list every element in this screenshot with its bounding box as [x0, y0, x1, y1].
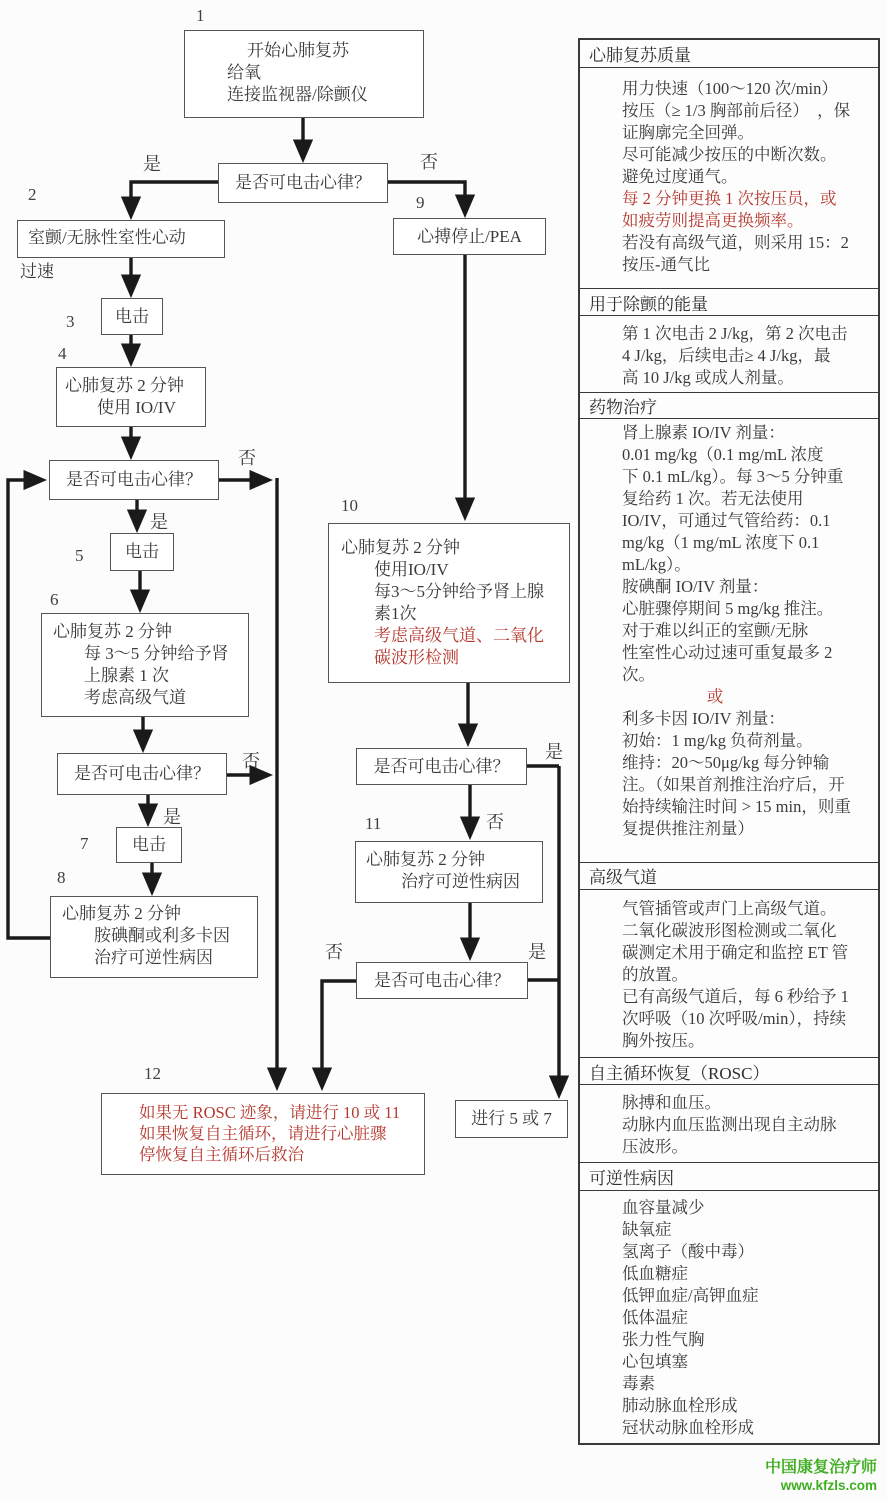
panel-line: 每 2 分钟更换 1 次按压员，或 — [622, 188, 837, 208]
text-line: 心肺复苏 2 分钟 — [65, 376, 184, 395]
step-number-7: 7 — [80, 834, 89, 853]
decision-shockable-5: 是否可电击心律？ — [356, 962, 528, 999]
branch-label-yes: 是 — [143, 154, 161, 174]
panel-section-advanced-airway — [580, 890, 878, 1058]
branch-label-no: 否 — [325, 942, 343, 962]
step-number-4: 4 — [58, 344, 67, 363]
panel-line: 利多卡因 IO/IV 剂量： — [622, 709, 785, 728]
panel-line: 已有高级气道后，每 6 秒给予 1 — [622, 986, 849, 1006]
step-number-8: 8 — [57, 868, 66, 887]
step-number-11: 11 — [365, 814, 382, 833]
panel-line: 性室性心动过速可重复最多 2 — [622, 643, 833, 662]
text-line: 室颤/无脉性室性心动 — [28, 228, 186, 247]
panel-line: 若没有高级气道，则采用 15：2 — [622, 232, 849, 252]
branch-label-yes: 是 — [528, 942, 546, 962]
watermark-site-url: www.kfzls.com — [780, 1478, 877, 1493]
flow-box-cpr-2min-4 — [56, 367, 206, 427]
text-line: 开始心肺复苏 — [247, 41, 349, 60]
text-line: 心肺复苏 2 分钟 — [53, 622, 172, 641]
branch-label-no: 否 — [420, 152, 438, 172]
flow-box-rosc-outcome — [101, 1093, 425, 1175]
step-number-10: 10 — [341, 496, 358, 515]
panel-line: 脉搏和血压。 — [622, 1093, 721, 1113]
step-number-9: 9 — [416, 193, 425, 212]
flow-box-start-cpr — [184, 30, 424, 118]
text-line: 考虑高级气道 — [84, 688, 186, 707]
panel-line: IO/IV，可通过气管给药：0.1 — [622, 511, 831, 530]
panel-line: 毒素 — [622, 1373, 655, 1393]
text-line: 如果无 ROSC 迹象，请进行 10 或 11 — [139, 1103, 401, 1122]
text-line: 碳波形检测 — [374, 648, 459, 667]
text-line: 心肺复苏 2 分钟 — [341, 538, 460, 557]
connector-d1-no — [388, 182, 465, 213]
panel-line: 按压-通气比 — [622, 254, 710, 274]
text-line: 每3～5分钟给予肾上腺 — [374, 582, 544, 601]
panel-line: 低钾血症/高钾血症 — [622, 1285, 759, 1305]
watermark — [765, 1458, 877, 1494]
panel-line: 证胸廓完全回弹。 — [622, 122, 754, 142]
step-number-2: 2 — [28, 185, 37, 204]
panel-line: 第 1 次电击 2 J/kg，第 2 次电击 — [622, 324, 848, 344]
panel-section-title: 自主循环恢复（ROSC） — [580, 1057, 878, 1085]
text-line: 给氧 — [227, 63, 261, 82]
panel-line: 4 J/kg，后续电击≥ 4 J/kg，最 — [622, 346, 831, 366]
branch-label-yes: 是 — [150, 512, 168, 532]
panel-line: 按压（≥ 1/3 胸部前后径） ，保 — [622, 100, 851, 120]
panel-line: 缺氧症 — [622, 1219, 672, 1239]
flow-box-go-to-5-or-7: 进行 5 或 7 — [455, 1100, 568, 1138]
flow-box-cpr-2min-8 — [50, 896, 258, 978]
text-line: 使用IO/IV — [374, 560, 449, 579]
panel-line: 张力性气胸 — [622, 1329, 705, 1349]
branch-label-no: 否 — [486, 812, 504, 832]
flow-box-vf-pvt — [17, 220, 225, 258]
decision-shockable-1: 是否可电击心律？ — [218, 163, 388, 203]
text-line: 素1次 — [374, 604, 417, 623]
panel-line: 心包填塞 — [622, 1351, 688, 1371]
panel-line: 避免过度通气。 — [622, 166, 738, 186]
panel-line: 注。（如果首剂推注治疗后，开 — [622, 775, 845, 794]
panel-line: 低血糖症 — [622, 1263, 688, 1283]
text-line: 连接监视器/除颤仪 — [227, 85, 368, 104]
panel-line: 气管插管或声门上高级气道。 — [622, 898, 837, 918]
panel-line: mL/kg）。 — [622, 555, 691, 574]
panel-line: 对于难以纠正的室颤/无脉 — [622, 621, 809, 640]
text-line: 停恢复自主循环后救治 — [139, 1145, 304, 1164]
connector-d1-yes — [131, 182, 218, 215]
panel-line: 动脉内血压监测出现自主动脉 — [622, 1115, 837, 1135]
text-line: 心肺复苏 2 分钟 — [366, 850, 485, 869]
flow-box-shock-5: 电击 — [110, 533, 174, 571]
panel-line: 次呼吸（10 次呼吸/min），持续 — [622, 1008, 847, 1028]
panel-section-title: 用于除颤的能量 — [580, 288, 878, 316]
step-number-6: 6 — [50, 590, 59, 609]
flow-box-shock-7: 电击 — [116, 827, 182, 863]
panel-line: 初始：1 mg/kg 负荷剂量。 — [622, 731, 813, 750]
panel-section-reversible-causes — [580, 1191, 878, 1443]
branch-label-no: 否 — [242, 751, 260, 771]
panel-line: 始持续输注时间 > 15 min，则重 — [622, 797, 851, 816]
panel-line: 胸外按压。 — [622, 1030, 705, 1050]
panel-line: 碳测定术用于确定和监控 ET 管 — [622, 942, 849, 962]
panel-line: 用力快速（100～120 次/min） — [622, 78, 838, 98]
panel-section-title: 可逆性病因 — [580, 1162, 878, 1191]
branch-label-no: 否 — [238, 448, 256, 468]
panel-line: 低体温症 — [622, 1307, 688, 1327]
reference-panel — [578, 38, 880, 1445]
flow-box-cpr-2min-11 — [355, 841, 543, 903]
panel-line-or: 或 — [706, 687, 724, 706]
panel-line: 复给药 1 次。若无法使用 — [622, 489, 804, 508]
panel-section-rosc — [580, 1085, 878, 1162]
watermark-site-name: 中国康复治疗师 — [764, 1459, 877, 1476]
panel-section-title: 心肺复苏质量 — [580, 40, 878, 68]
panel-section-cpr-quality — [580, 68, 878, 288]
panel-line: 0.01 mg/kg（0.1 mg/mL 浓度 — [622, 445, 824, 464]
flow-box-cpr-2min-10 — [328, 523, 570, 683]
panel-line: 压波形。 — [622, 1137, 688, 1157]
panel-line: 复提供推注剂量） — [622, 819, 754, 838]
step-number-1: 1 — [196, 6, 205, 25]
panel-line: 氢离子（酸中毒） — [622, 1241, 754, 1261]
panel-line: 高 10 J/kg 或成人剂量。 — [622, 368, 794, 388]
step-number-3: 3 — [66, 312, 75, 331]
flow-box-shock-3: 电击 — [101, 298, 163, 335]
decision-shockable-3: 是否可电击心律？ — [57, 753, 227, 795]
flow-box-vf-pvt-overflow: 过速 — [20, 262, 54, 281]
text-line: 心肺复苏 2 分钟 — [62, 904, 181, 923]
text-line: 考虑高级气道、二氧化 — [374, 626, 544, 645]
text-line: 上腺素 1 次 — [84, 666, 169, 685]
panel-line: 肺动脉血栓形成 — [622, 1395, 738, 1415]
panel-line: 心脏骤停期间 5 mg/kg 推注。 — [622, 599, 834, 618]
flow-box-asystole-pea: 心搏停止/PEA — [393, 218, 546, 255]
flow-box-cpr-2min-6 — [41, 613, 249, 717]
connector-d5-no-b12 — [322, 981, 356, 1086]
panel-line: 血容量减少 — [622, 1197, 705, 1217]
panel-line: 的放置。 — [622, 964, 688, 984]
step-number-5: 5 — [75, 546, 84, 565]
panel-section-title: 药物治疗 — [580, 392, 878, 419]
panel-section-title: 高级气道 — [580, 862, 878, 890]
panel-line: 胺碘酮 IO/IV 剂量： — [622, 577, 769, 596]
decision-shockable-2: 是否可电击心律？ — [49, 460, 219, 500]
panel-line: 二氧化碳波形图检测或二氧化 — [622, 920, 837, 940]
panel-section-drug-therapy — [580, 419, 878, 862]
text-line: 胺碘酮或利多卡因 — [94, 926, 230, 945]
text-line: 治疗可逆性病因 — [94, 948, 213, 967]
text-line: 使用 IO/IV — [97, 398, 176, 417]
panel-line: 下 0.1 mL/kg）。每 3～5 分钟重 — [622, 467, 844, 486]
panel-line: 尽可能减少按压的中断次数。 — [622, 144, 837, 164]
step-number-12: 12 — [144, 1064, 161, 1083]
panel-line: mg/kg（1 mg/mL 浓度下 0.1 — [622, 533, 820, 552]
panel-line: 次。 — [622, 665, 655, 684]
branch-label-yes: 是 — [545, 742, 563, 762]
decision-shockable-4: 是否可电击心律？ — [356, 748, 527, 785]
branch-label-yes: 是 — [163, 807, 181, 827]
text-line: 治疗可逆性病因 — [401, 872, 520, 891]
panel-line: 如疲劳则提高更换频率。 — [622, 210, 804, 230]
panel-section-defib-energy — [580, 316, 878, 392]
panel-line: 肾上腺素 IO/IV 剂量： — [622, 423, 785, 442]
text-line: 如果恢复自主循环，请进行心脏骤 — [139, 1124, 387, 1143]
panel-line: 维持：20～50μg/kg 每分钟输 — [622, 753, 830, 772]
panel-line: 冠状动脉血栓形成 — [622, 1417, 754, 1437]
text-line: 每 3～5 分钟给予肾 — [84, 644, 229, 663]
